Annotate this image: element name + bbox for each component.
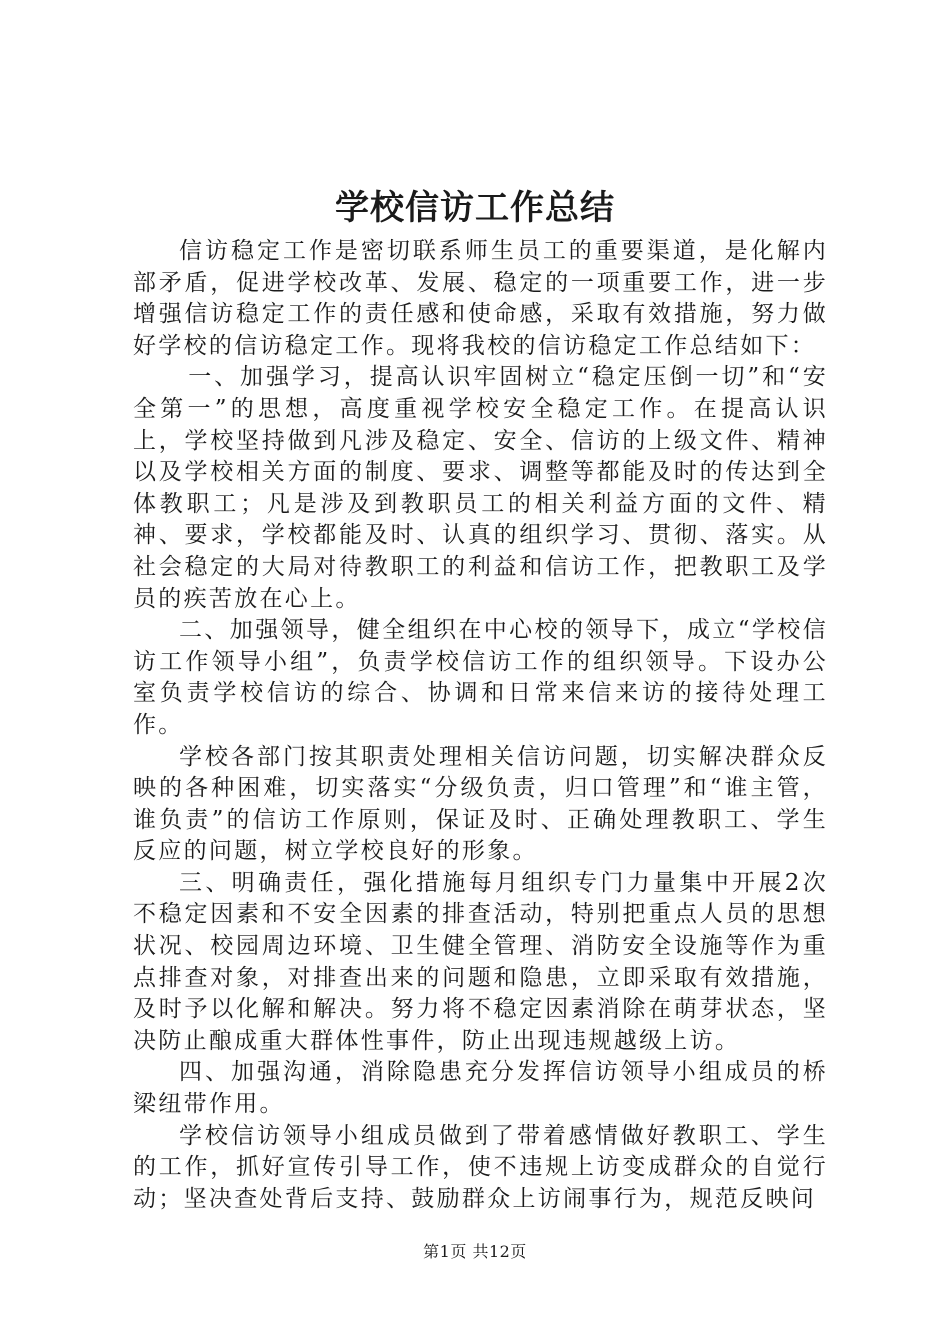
paragraph-section-3: 三、明确责任，强化措施每月组织专门力量集中开展2次不稳定因素和不安全因素的排查活动，特别把重点人员的思想状况、校园周边环境、卫生健全管理、消防安全设施等作为重点排查对象，对排查出来的问题和隐患，立即采取有效措施，及时予以化解和解决。努力将不稳定因素消除在萌芽状态，坚决防止酿成重大群体性事件，防止出现违规越级上访。 xyxy=(133,869,828,1054)
paragraph-section-1: 一、加强学习，提高认识牢固树立“稳定压倒一切”和“安全第一”的思想，高度重视学校安全稳定工作。在提高认识上，学校坚持做到凡涉及稳定、安全、信访的上级文件、精神以及学校相关方面的制度、要求、调整等都能及时的传达到全体教职工；凡是涉及到教职员工的相关利益方面的文件、精神、要求，学校都能及时、认真的组织学习、贯彻、落实。从社会稳定的大局对待教职工的利益和信访工作，把教职工及学员的疾苦放在心上。 xyxy=(133,364,828,612)
paragraph-section-2-detail: 学校各部门按其职责处理相关信访问题，切实解决群众反映的各种困难，切实落实“分级负责，归口管理”和“谁主管，谁负责”的信访工作原则，保证及时、正确处理教职工、学生反应的问题，树立学校良好的形象。 xyxy=(133,743,828,865)
document-body xyxy=(133,236,828,1215)
paragraph-section-2: 二、加强领导，健全组织在中心校的领导下，成立“学校信访工作领导小组”，负责学校信访工作的组织领导。下设办公室负责学校信访的综合、协调和日常来信来访的接待处理工作。 xyxy=(133,617,828,738)
paragraph-section-4: 四、加强沟通，消除隐患充分发挥信访领导小组成员的桥梁纽带作用。 xyxy=(133,1059,828,1118)
paragraph-section-4-detail: 学校信访领导小组成员做到了带着感情做好教职工、学生的工作，抓好宣传引导工作，使不违规上访变成群众的自觉行动；坚决查处背后支持、鼓励群众上访闹事行为，规范反映问 xyxy=(133,1122,828,1212)
paragraph-intro: 信访稳定工作是密切联系师生员工的重要渠道，是化解内部矛盾，促进学校改革、发展、稳定的一项重要工作，进一步增强信访稳定工作的责任感和使命感，采取有效措施，努力做好学校的信访稳定工作。现将我校的信访稳定工作总结如下： xyxy=(133,238,828,359)
page-number-footer: 第1页 共12页 xyxy=(423,1242,527,1261)
document-title: 学校信访工作总结 xyxy=(335,188,615,228)
